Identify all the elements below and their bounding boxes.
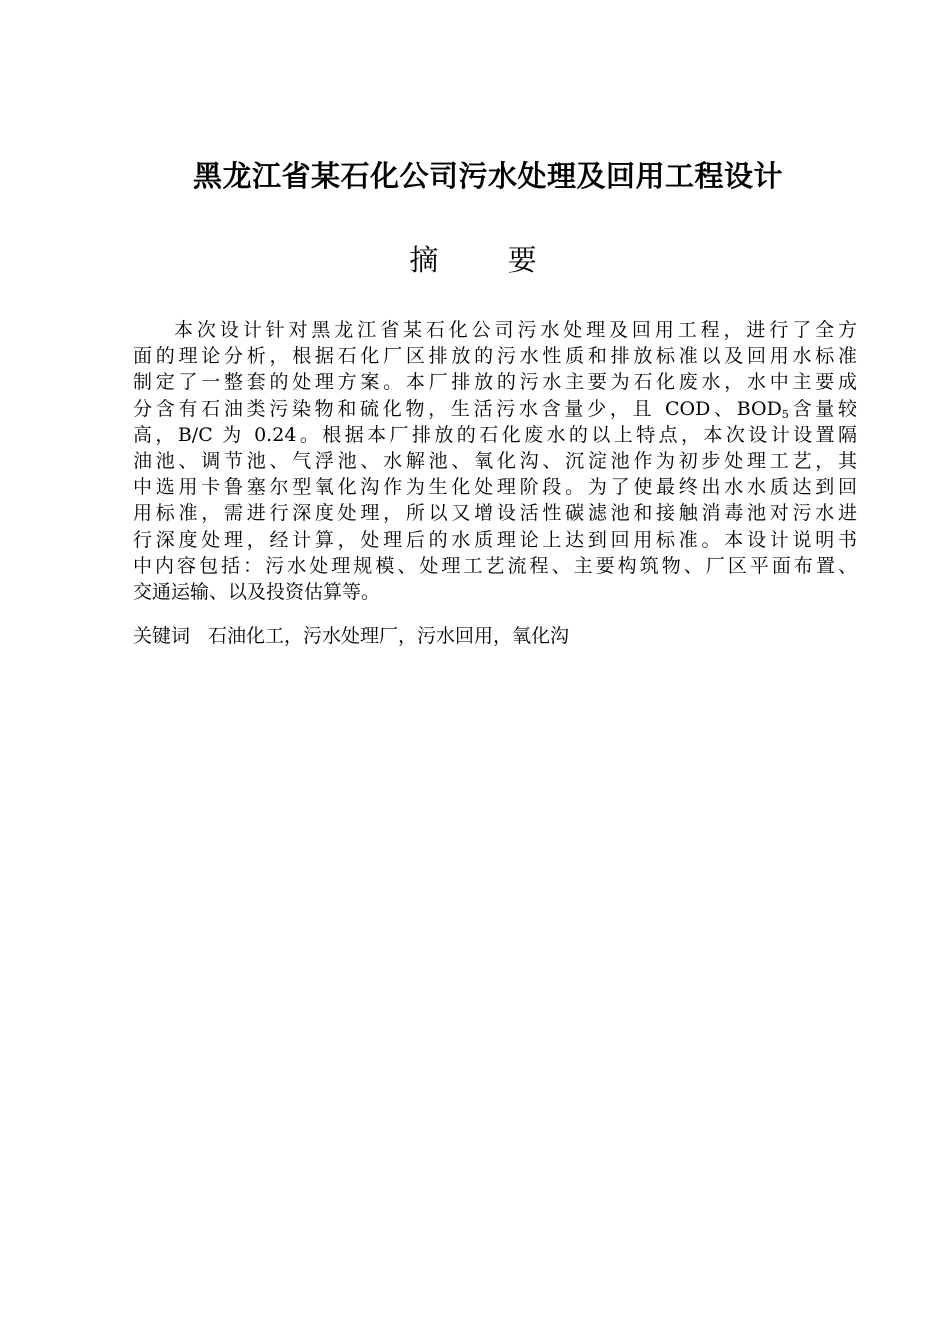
- abstract-line-text: 分含有石油类污染物和硫化物，生活污水含量少，且 COD、BOD: [133, 397, 782, 420]
- keywords-label: 关键词: [133, 625, 191, 647]
- abstract-line-tail: 含量较: [788, 397, 857, 420]
- bod-subscript: 5: [781, 407, 789, 421]
- abstract-line: 本次设计针对黑龙江省某石化公司污水处理及回用工程，进行了全方: [174, 319, 857, 341]
- abstract-line: 油池、调节池、气浮池、水解池、氧化沟、沉淀池作为初步处理工艺，其: [133, 449, 857, 472]
- abstract-body: [133, 317, 857, 605]
- abstract-line: 行深度处理，经计算，处理后的水质理论上达到回用标准。本设计说明书: [133, 528, 857, 551]
- abstract-line: 高，B/C 为 0.24。根据本厂排放的石化废水的以上特点，本次设计设置隔: [133, 423, 857, 446]
- document-title: 黑龙江省某石化公司污水处理及回用工程设计: [192, 159, 783, 193]
- abstract-line: 中选用卡鲁塞尔型氧化沟作为生化处理阶段。为了使最终出水水质达到回: [133, 476, 857, 499]
- abstract-line: 中内容包括：污水处理规模、处理工艺流程、主要构筑物、厂区平面布置、: [133, 554, 857, 577]
- abstract-line-with-subscript: [133, 396, 857, 422]
- keywords-text: 石油化工，污水处理厂，污水回用，氧化沟: [208, 625, 570, 647]
- abstract-heading: 摘 要: [409, 243, 567, 277]
- abstract-line: 交通运输、以及投资估算等。: [133, 580, 381, 603]
- abstract-line: 面的理论分析，根据石化厂区排放的污水性质和排放标准以及回用水标准: [133, 345, 857, 368]
- abstract-line: 制定了一整套的处理方案。本厂排放的污水主要为石化废水，水中主要成: [133, 371, 857, 394]
- abstract-line: 用标准，需进行深度处理，所以又增设活性碳滤池和接触消毒池对污水进: [133, 502, 857, 525]
- keywords-row: [133, 622, 857, 650]
